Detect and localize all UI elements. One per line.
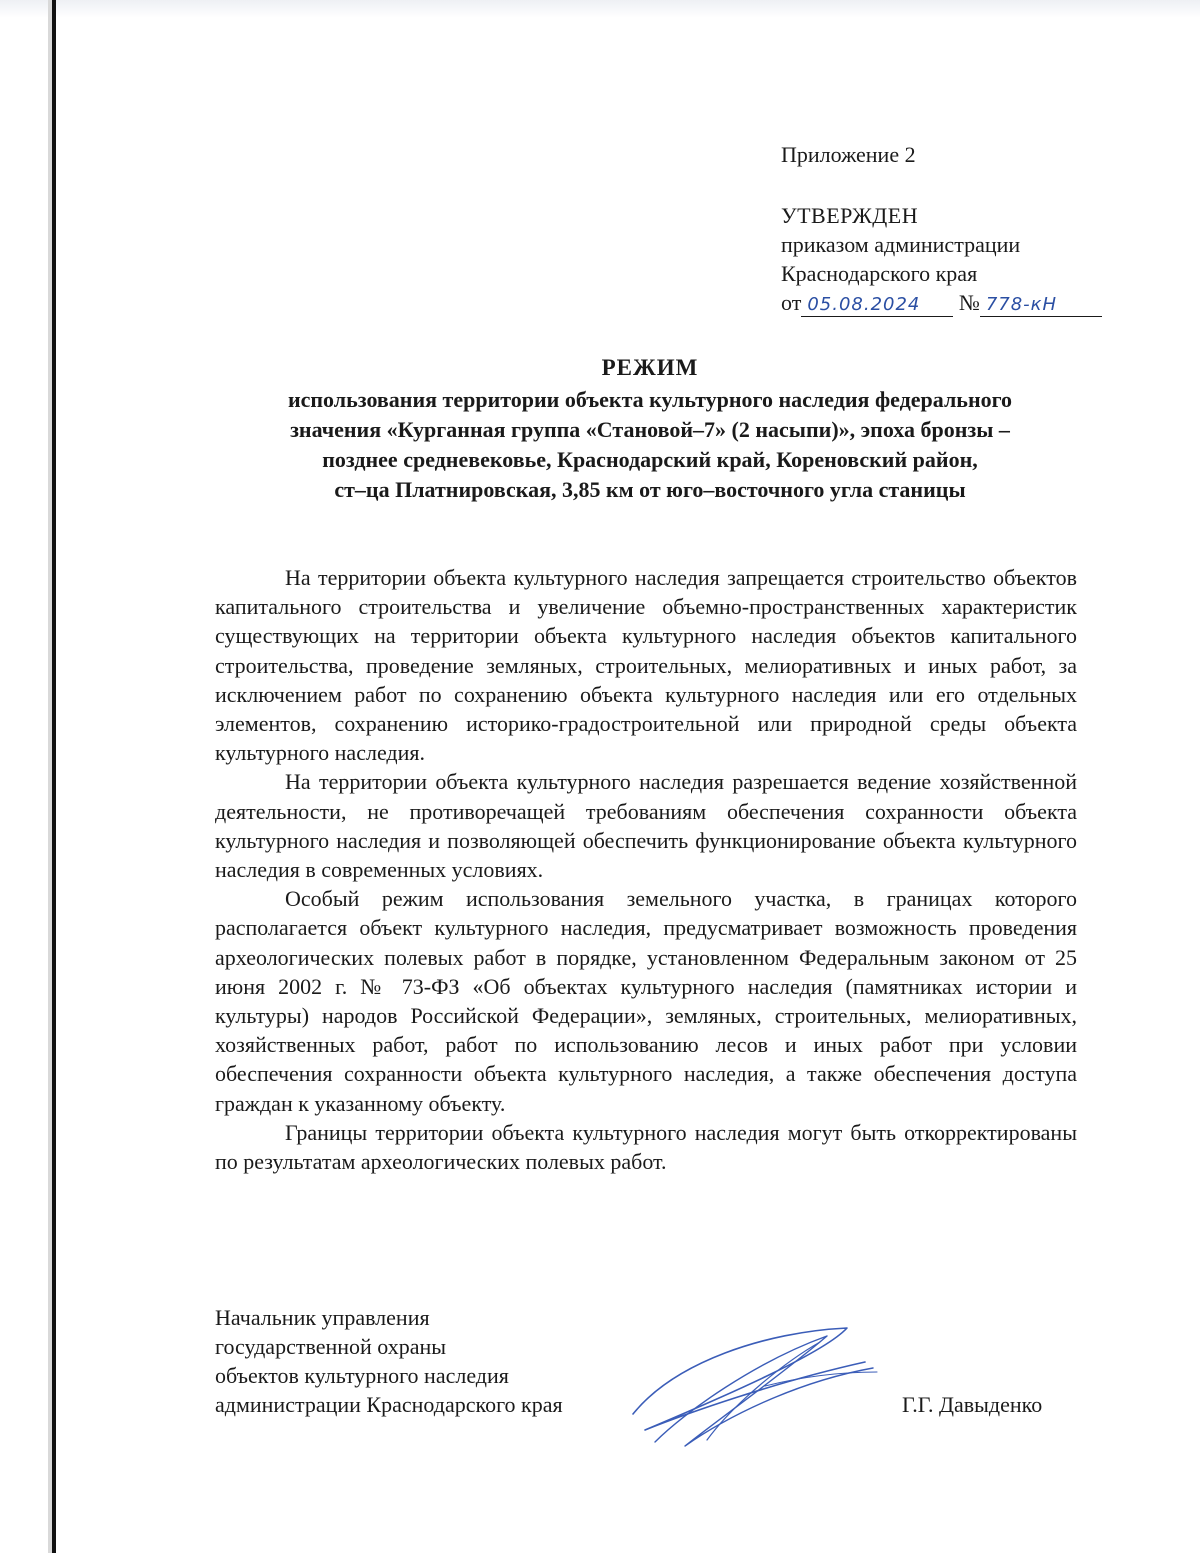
handwritten-signature	[615, 1322, 885, 1452]
scan-edge-top	[0, 0, 1200, 18]
paragraph-2: На территории объекта культурного наследия разрешается ведение хозяйственной деятельности, не противоречащей требованиям обеспечения сохранности объекта культурного наследия и позволяющей обеспечить функционирование объекта культурного наследия в современных условиях.	[215, 769, 1077, 883]
approval-block	[781, 140, 1161, 317]
paragraph-4: Границы территории объекта культурного наследия могут быть откорректированы по результатам археологических полевых работ.	[215, 1119, 1077, 1175]
document-title	[200, 353, 1100, 505]
position-line-4: администрации Краснодарского края	[215, 1392, 563, 1417]
paragraph-3: Особый режим использования земельного участка, в границах которого располагается объект культурного наследия, предусматривает возможность проведения археологических полевых работ в порядке, установленном Федеральным законом от 25 июня 2002 г. № 73-ФЗ «Об объектах культурного наследия (памятниках истории и культуры) народов Российской Федерации», земляных, строительных, мелиоративных, хозяйственных работ, работ по использованию лесов и иных работ при условии обеспечения сохранности объекта культурного наследия, а также обеспечения доступа граждан к указанному объекту.	[215, 886, 1077, 1116]
number-prefix: №	[958, 290, 980, 315]
approval-line-2: Краснодарского края	[781, 261, 978, 286]
title-main: РЕЖИМ	[601, 355, 699, 380]
position-line-2: государственной охраны	[215, 1334, 447, 1359]
handwritten-date: 05.08.2024	[801, 294, 953, 317]
title-line-3: позднее средневековье, Краснодарский край, Кореновский район,	[322, 447, 978, 472]
handwritten-number: 778-кН	[980, 294, 1102, 317]
position-line-1: Начальник управления	[215, 1305, 430, 1330]
title-line-2: значения «Курганная группа «Становой–7» (2 насыпи)», эпоха бронзы –	[290, 417, 1010, 442]
scan-edge-left	[52, 0, 56, 1553]
signatory-name: Г.Г. Давыденко	[902, 1392, 1043, 1417]
approval-line-1: приказом администрации	[781, 232, 1021, 257]
date-prefix: от	[781, 290, 802, 315]
title-line-1: использования территории объекта культурного наследия федерального	[287, 387, 1013, 412]
annex-label: Приложение 2	[781, 142, 916, 167]
approved-stamp-text: УТВЕРЖДЕН	[781, 203, 919, 228]
title-line-4: ст–ца Платнировская, 3,85 км от юго–восточного угла станицы	[334, 477, 966, 502]
document-body	[215, 563, 1077, 1176]
paragraph-1: На территории объекта культурного наследия запрещается строительство объектов капитального строительства и увеличение объемно-пространственных характеристик существующих на территории объекта культурного наследия объектов капитального строительства, проведение земляных, строительных, мелиоративных и иных работ, за исключением работ по сохранению объекта культурного наследия или его отдельных элементов, сохранению историко-градостроительной или природной среды объекта культурного наследия.	[215, 565, 1077, 766]
position-line-3: объектов культурного наследия	[215, 1363, 509, 1388]
approval-date-line	[781, 288, 1161, 317]
